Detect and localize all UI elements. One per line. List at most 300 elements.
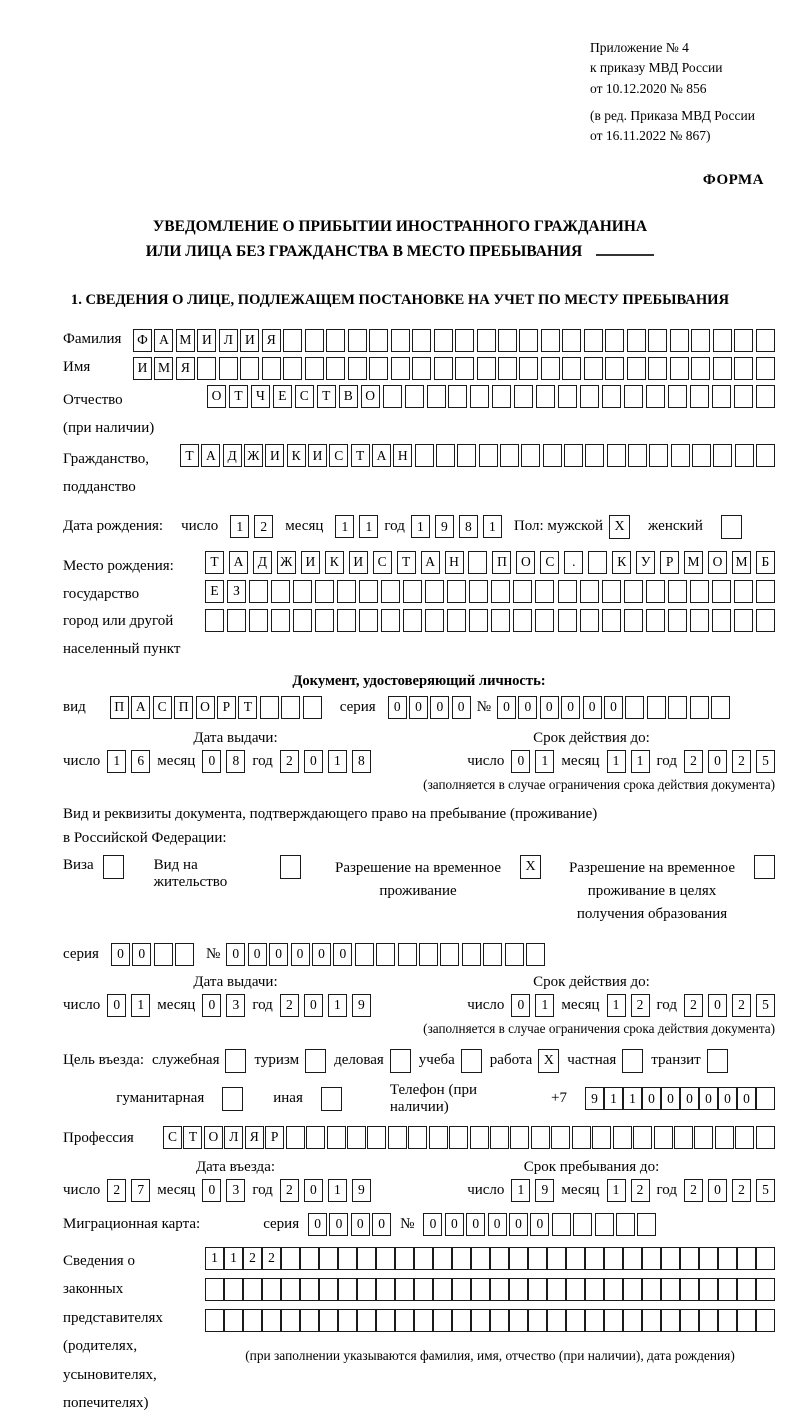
form-cell[interactable] [756, 1247, 775, 1270]
form-cell[interactable] [670, 357, 689, 380]
form-cell[interactable] [623, 1278, 642, 1301]
form-cell[interactable] [521, 444, 540, 467]
form-cell[interactable] [547, 1247, 566, 1270]
form-cell[interactable] [595, 1213, 614, 1236]
form-cell[interactable] [337, 609, 356, 632]
form-cell[interactable] [498, 329, 517, 352]
form-cell[interactable] [414, 1278, 433, 1301]
firstname-cells[interactable] [133, 357, 775, 380]
form-cell[interactable]: 1 [107, 750, 126, 773]
form-cell[interactable]: 0 [466, 1213, 485, 1236]
form-cell[interactable] [566, 1278, 585, 1301]
form-cell[interactable]: 3 [226, 994, 245, 1017]
form-cell[interactable]: 9 [435, 515, 454, 538]
form-cell[interactable]: 2 [684, 1179, 703, 1202]
form-cell[interactable] [509, 1247, 528, 1270]
purpose-other-checkbox[interactable] [321, 1087, 342, 1111]
purpose-business-checkbox[interactable] [390, 1049, 411, 1073]
form-cell[interactable] [713, 444, 732, 467]
form-cell[interactable] [718, 1278, 737, 1301]
form-cell[interactable] [680, 1309, 699, 1332]
form-cell[interactable] [414, 1247, 433, 1270]
form-cell[interactable]: 7 [131, 1179, 150, 1202]
form-cell[interactable]: 5 [756, 750, 775, 773]
form-cell[interactable] [327, 1126, 346, 1149]
form-cell[interactable] [647, 696, 666, 719]
form-cell[interactable] [756, 1087, 775, 1110]
form-cell[interactable]: 2 [280, 1179, 299, 1202]
form-cell[interactable] [735, 1126, 754, 1149]
form-cell[interactable] [558, 609, 577, 632]
form-cell[interactable]: 2 [107, 1179, 126, 1202]
form-cell[interactable] [469, 609, 488, 632]
form-cell[interactable] [551, 1126, 570, 1149]
form-cell[interactable]: О [207, 385, 226, 408]
form-cell[interactable] [283, 329, 302, 352]
doc-valid-year-cells[interactable] [684, 750, 775, 773]
form-cell[interactable] [300, 1309, 319, 1332]
form-cell[interactable]: 0 [202, 994, 221, 1017]
profession-cells[interactable] [163, 1126, 775, 1149]
form-cell[interactable]: Т [229, 385, 248, 408]
form-cell[interactable] [281, 1309, 300, 1332]
form-cell[interactable] [756, 1309, 775, 1332]
form-cell[interactable]: Ч [251, 385, 270, 408]
residence-issue-month-cells[interactable] [202, 994, 245, 1017]
form-cell[interactable]: . [564, 551, 583, 574]
visa-checkbox[interactable] [103, 855, 124, 879]
form-cell[interactable] [649, 444, 668, 467]
form-cell[interactable]: 1 [607, 750, 626, 773]
form-cell[interactable]: Т [183, 1126, 202, 1149]
form-cell[interactable]: Ж [244, 444, 263, 467]
form-cell[interactable] [588, 551, 607, 574]
form-cell[interactable] [271, 580, 290, 603]
form-cell[interactable]: 0 [718, 1087, 737, 1110]
form-cell[interactable]: Я [262, 329, 281, 352]
form-cell[interactable]: Р [265, 1126, 284, 1149]
form-cell[interactable] [338, 1247, 357, 1270]
form-cell[interactable] [513, 580, 532, 603]
form-cell[interactable]: Т [180, 444, 199, 467]
form-cell[interactable] [661, 1278, 680, 1301]
form-cell[interactable] [408, 1126, 427, 1149]
form-cell[interactable] [510, 1126, 529, 1149]
form-cell[interactable] [326, 357, 345, 380]
form-cell[interactable]: 0 [540, 696, 559, 719]
form-cell[interactable] [338, 1278, 357, 1301]
form-cell[interactable] [271, 609, 290, 632]
form-cell[interactable] [433, 1278, 452, 1301]
form-cell[interactable]: 0 [202, 1179, 221, 1202]
form-cell[interactable] [491, 580, 510, 603]
form-cell[interactable]: С [540, 551, 559, 574]
form-cell[interactable]: 0 [511, 750, 530, 773]
form-cell[interactable] [756, 357, 775, 380]
form-cell[interactable] [403, 609, 422, 632]
form-cell[interactable]: М [684, 551, 703, 574]
form-cell[interactable]: 8 [226, 750, 245, 773]
form-cell[interactable] [500, 444, 519, 467]
form-cell[interactable] [452, 1247, 471, 1270]
form-cell[interactable]: А [421, 551, 440, 574]
residence-number-cells[interactable] [226, 943, 545, 966]
form-cell[interactable] [547, 1309, 566, 1332]
form-cell[interactable]: Р [217, 696, 236, 719]
form-cell[interactable]: А [372, 444, 391, 467]
form-cell[interactable] [624, 385, 643, 408]
stay-month-cells[interactable] [607, 1179, 650, 1202]
form-cell[interactable]: 0 [511, 994, 530, 1017]
form-cell[interactable]: Ф [133, 329, 152, 352]
doc-valid-day-cells[interactable] [511, 750, 554, 773]
form-cell[interactable]: 2 [684, 750, 703, 773]
form-cell[interactable] [412, 329, 431, 352]
form-cell[interactable] [535, 580, 554, 603]
form-cell[interactable] [436, 444, 455, 467]
form-cell[interactable] [447, 609, 466, 632]
form-cell[interactable] [735, 444, 754, 467]
form-cell[interactable]: Я [245, 1126, 264, 1149]
form-cell[interactable] [604, 1309, 623, 1332]
form-cell[interactable] [671, 444, 690, 467]
form-cell[interactable]: С [163, 1126, 182, 1149]
form-cell[interactable] [243, 1278, 262, 1301]
form-cell[interactable] [573, 1213, 592, 1236]
form-cell[interactable] [337, 580, 356, 603]
form-cell[interactable] [712, 580, 731, 603]
form-cell[interactable]: 0 [409, 696, 428, 719]
form-cell[interactable] [580, 609, 599, 632]
form-cell[interactable] [260, 696, 279, 719]
form-cell[interactable] [712, 385, 731, 408]
form-cell[interactable]: 2 [254, 515, 273, 538]
form-cell[interactable]: 9 [352, 1179, 371, 1202]
form-cell[interactable] [584, 357, 603, 380]
form-cell[interactable]: 0 [304, 994, 323, 1017]
form-cell[interactable] [756, 385, 775, 408]
form-cell[interactable] [348, 357, 367, 380]
form-cell[interactable] [469, 580, 488, 603]
form-cell[interactable]: К [612, 551, 631, 574]
form-cell[interactable] [642, 1309, 661, 1332]
form-cell[interactable]: 1 [607, 1179, 626, 1202]
form-cell[interactable] [429, 1126, 448, 1149]
form-cell[interactable]: 0 [291, 943, 310, 966]
birth-day-cells[interactable] [230, 515, 273, 538]
form-cell[interactable] [477, 329, 496, 352]
form-cell[interactable]: О [204, 1126, 223, 1149]
doc-issue-day-cells[interactable] [107, 750, 150, 773]
form-cell[interactable]: 1 [411, 515, 430, 538]
form-cell[interactable] [674, 1126, 693, 1149]
form-cell[interactable] [440, 943, 459, 966]
form-cell[interactable]: Т [205, 551, 224, 574]
form-cell[interactable]: 1 [631, 750, 650, 773]
form-cell[interactable]: А [131, 696, 150, 719]
residence-valid-month-cells[interactable] [607, 994, 650, 1017]
form-cell[interactable] [562, 329, 581, 352]
form-cell[interactable] [580, 580, 599, 603]
form-cell[interactable]: Е [273, 385, 292, 408]
form-cell[interactable] [585, 1309, 604, 1332]
temp-residence-checkbox[interactable]: X [520, 855, 541, 879]
form-cell[interactable]: О [361, 385, 380, 408]
form-cell[interactable]: Л [219, 329, 238, 352]
purpose-study-checkbox[interactable] [461, 1049, 482, 1073]
form-cell[interactable] [281, 696, 300, 719]
form-cell[interactable]: К [325, 551, 344, 574]
form-cell[interactable]: 0 [488, 1213, 507, 1236]
form-cell[interactable] [756, 329, 775, 352]
form-cell[interactable]: 2 [631, 994, 650, 1017]
form-cell[interactable]: 1 [535, 994, 554, 1017]
form-cell[interactable] [205, 1278, 224, 1301]
form-cell[interactable]: 0 [269, 943, 288, 966]
form-cell[interactable] [505, 943, 524, 966]
birthplace-cells-row2[interactable] [205, 580, 775, 603]
form-cell[interactable]: А [229, 551, 248, 574]
temp-residence-edu-checkbox[interactable] [754, 855, 775, 879]
form-cell[interactable]: И [265, 444, 284, 467]
form-cell[interactable] [434, 357, 453, 380]
form-cell[interactable]: 1 [607, 994, 626, 1017]
form-cell[interactable] [433, 1309, 452, 1332]
form-cell[interactable] [584, 329, 603, 352]
form-cell[interactable] [699, 1247, 718, 1270]
form-cell[interactable]: И [349, 551, 368, 574]
form-cell[interactable] [668, 580, 687, 603]
form-cell[interactable]: 0 [308, 1213, 327, 1236]
surname-cells[interactable] [133, 329, 775, 352]
form-cell[interactable] [347, 1126, 366, 1149]
form-cell[interactable] [585, 1278, 604, 1301]
form-cell[interactable] [490, 1278, 509, 1301]
form-cell[interactable]: 0 [680, 1087, 699, 1110]
doc-type-cells[interactable] [110, 696, 322, 719]
form-cell[interactable] [381, 580, 400, 603]
birth-year-cells[interactable] [411, 515, 502, 538]
form-cell[interactable]: П [110, 696, 129, 719]
birth-month-cells[interactable] [335, 515, 378, 538]
gender-male-checkbox[interactable]: X [609, 515, 630, 539]
form-cell[interactable] [718, 1247, 737, 1270]
form-cell[interactable]: 1 [483, 515, 502, 538]
form-cell[interactable] [197, 357, 216, 380]
form-cell[interactable] [564, 444, 583, 467]
form-cell[interactable]: Н [393, 444, 412, 467]
form-cell[interactable]: 2 [280, 750, 299, 773]
form-cell[interactable] [326, 329, 345, 352]
form-cell[interactable]: В [339, 385, 358, 408]
form-cell[interactable] [509, 1309, 528, 1332]
form-cell[interactable] [492, 385, 511, 408]
form-cell[interactable]: 2 [243, 1247, 262, 1270]
form-cell[interactable] [483, 943, 502, 966]
form-cell[interactable] [734, 329, 753, 352]
form-cell[interactable] [305, 357, 324, 380]
form-cell[interactable] [455, 329, 474, 352]
form-cell[interactable] [737, 1309, 756, 1332]
form-cell[interactable] [315, 580, 334, 603]
form-cell[interactable]: С [329, 444, 348, 467]
form-cell[interactable]: З [227, 580, 246, 603]
residence-valid-year-cells[interactable] [684, 994, 775, 1017]
form-cell[interactable] [642, 1247, 661, 1270]
form-cell[interactable] [528, 1247, 547, 1270]
form-cell[interactable]: 0 [111, 943, 130, 966]
representatives-cells-row3[interactable] [205, 1309, 775, 1332]
form-cell[interactable] [471, 1247, 490, 1270]
form-cell[interactable] [637, 1213, 656, 1236]
form-cell[interactable]: Т [351, 444, 370, 467]
form-cell[interactable]: Л [224, 1126, 243, 1149]
form-cell[interactable] [395, 1247, 414, 1270]
doc-series-cells[interactable] [388, 696, 471, 719]
form-cell[interactable]: А [201, 444, 220, 467]
form-cell[interactable] [224, 1278, 243, 1301]
form-cell[interactable]: 0 [497, 696, 516, 719]
form-cell[interactable] [633, 1126, 652, 1149]
form-cell[interactable]: 0 [423, 1213, 442, 1236]
form-cell[interactable]: И [133, 357, 152, 380]
form-cell[interactable] [528, 1309, 547, 1332]
form-cell[interactable] [357, 1278, 376, 1301]
form-cell[interactable] [642, 1278, 661, 1301]
form-cell[interactable]: О [516, 551, 535, 574]
form-cell[interactable] [691, 357, 710, 380]
form-cell[interactable]: 1 [230, 515, 249, 538]
form-cell[interactable] [359, 609, 378, 632]
form-cell[interactable] [427, 385, 446, 408]
form-cell[interactable]: 0 [661, 1087, 680, 1110]
birthplace-cells-row3[interactable] [205, 609, 775, 632]
birthplace-cells-row1[interactable] [205, 551, 775, 574]
form-cell[interactable]: Т [238, 696, 257, 719]
form-cell[interactable] [498, 357, 517, 380]
form-cell[interactable] [249, 580, 268, 603]
form-cell[interactable]: У [636, 551, 655, 574]
form-cell[interactable]: 0 [561, 696, 580, 719]
form-cell[interactable]: И [197, 329, 216, 352]
purpose-transit-checkbox[interactable] [707, 1049, 728, 1073]
doc-valid-month-cells[interactable] [607, 750, 650, 773]
form-cell[interactable]: Ж [277, 551, 296, 574]
residence-issue-year-cells[interactable] [280, 994, 371, 1017]
form-cell[interactable] [712, 609, 731, 632]
form-cell[interactable] [646, 385, 665, 408]
form-cell[interactable] [205, 609, 224, 632]
form-cell[interactable]: Д [223, 444, 242, 467]
form-cell[interactable] [262, 1309, 281, 1332]
form-cell[interactable]: 1 [224, 1247, 243, 1270]
form-cell[interactable]: 5 [756, 994, 775, 1017]
form-cell[interactable] [388, 1126, 407, 1149]
form-cell[interactable]: 9 [585, 1087, 604, 1110]
form-cell[interactable] [391, 329, 410, 352]
form-cell[interactable]: 2 [262, 1247, 281, 1270]
form-cell[interactable]: М [176, 329, 195, 352]
form-cell[interactable] [457, 444, 476, 467]
form-cell[interactable]: 0 [452, 696, 471, 719]
form-cell[interactable]: И [301, 551, 320, 574]
form-cell[interactable] [468, 551, 487, 574]
form-cell[interactable] [734, 385, 753, 408]
doc-issue-month-cells[interactable] [202, 750, 245, 773]
form-cell[interactable] [699, 1309, 718, 1332]
form-cell[interactable] [690, 609, 709, 632]
form-cell[interactable] [240, 357, 259, 380]
form-cell[interactable]: 0 [530, 1213, 549, 1236]
form-cell[interactable]: М [732, 551, 751, 574]
form-cell[interactable] [713, 357, 732, 380]
form-cell[interactable] [699, 1278, 718, 1301]
form-cell[interactable]: П [492, 551, 511, 574]
form-cell[interactable]: Д [253, 551, 272, 574]
form-cell[interactable] [627, 329, 646, 352]
form-cell[interactable]: 8 [459, 515, 478, 538]
form-cell[interactable] [535, 609, 554, 632]
form-cell[interactable] [283, 357, 302, 380]
entry-day-cells[interactable] [107, 1179, 150, 1202]
form-cell[interactable]: Т [397, 551, 416, 574]
form-cell[interactable] [541, 329, 560, 352]
form-cell[interactable] [338, 1309, 357, 1332]
form-cell[interactable] [613, 1126, 632, 1149]
form-cell[interactable] [566, 1247, 585, 1270]
form-cell[interactable] [756, 580, 775, 603]
form-cell[interactable] [552, 1213, 571, 1236]
form-cell[interactable] [528, 1278, 547, 1301]
form-cell[interactable]: 0 [107, 994, 126, 1017]
form-cell[interactable] [661, 1247, 680, 1270]
form-cell[interactable] [205, 1309, 224, 1332]
form-cell[interactable]: Р [660, 551, 679, 574]
form-cell[interactable]: 0 [708, 994, 727, 1017]
form-cell[interactable] [668, 385, 687, 408]
form-cell[interactable] [562, 357, 581, 380]
form-cell[interactable]: 2 [280, 994, 299, 1017]
form-cell[interactable]: О [196, 696, 215, 719]
entry-year-cells[interactable] [280, 1179, 371, 1202]
form-cell[interactable] [262, 357, 281, 380]
form-cell[interactable]: 0 [351, 1213, 370, 1236]
form-cell[interactable]: 0 [430, 696, 449, 719]
form-cell[interactable] [293, 580, 312, 603]
form-cell[interactable] [286, 1126, 305, 1149]
form-cell[interactable] [680, 1247, 699, 1270]
form-cell[interactable] [376, 1278, 395, 1301]
form-cell[interactable]: С [153, 696, 172, 719]
form-cell[interactable] [491, 609, 510, 632]
form-cell[interactable]: 1 [335, 515, 354, 538]
form-cell[interactable]: 0 [202, 750, 221, 773]
form-cell[interactable] [756, 1126, 775, 1149]
form-cell[interactable] [348, 329, 367, 352]
form-cell[interactable] [470, 385, 489, 408]
form-cell[interactable] [414, 1309, 433, 1332]
form-cell[interactable] [471, 1278, 490, 1301]
entry-month-cells[interactable] [202, 1179, 245, 1202]
form-cell[interactable] [592, 1126, 611, 1149]
form-cell[interactable] [300, 1278, 319, 1301]
form-cell[interactable] [558, 580, 577, 603]
form-cell[interactable] [646, 580, 665, 603]
form-cell[interactable]: 0 [708, 750, 727, 773]
form-cell[interactable]: 6 [131, 750, 150, 773]
form-cell[interactable]: 0 [312, 943, 331, 966]
form-cell[interactable]: 5 [756, 1179, 775, 1202]
